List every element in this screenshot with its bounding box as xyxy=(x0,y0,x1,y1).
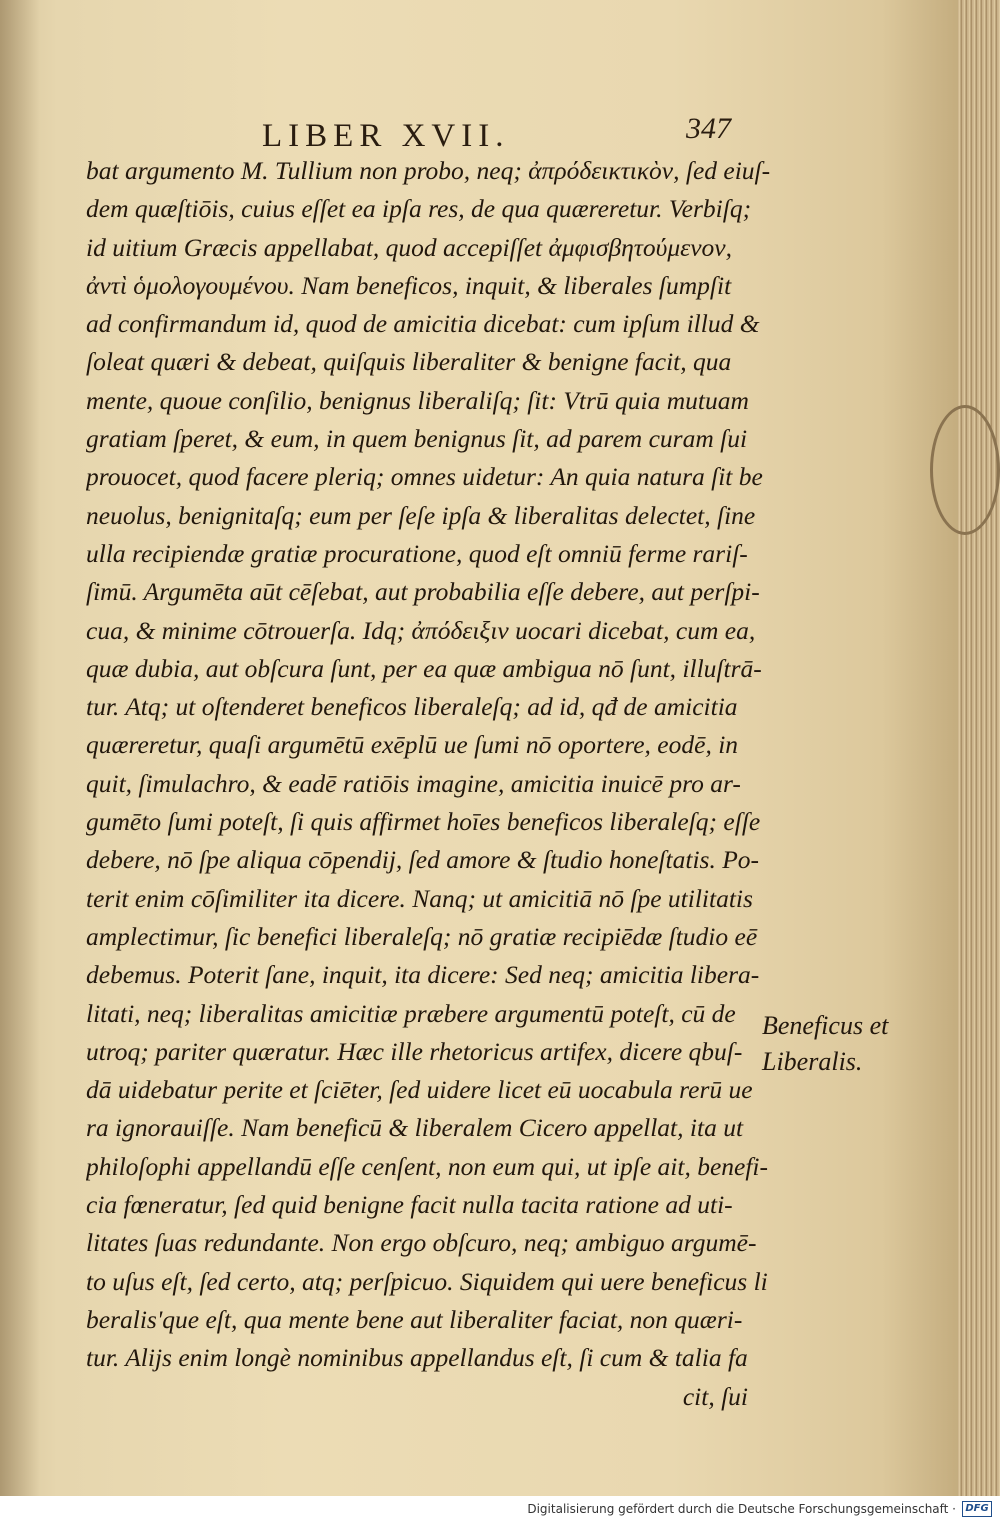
text-line: gumēto ſumi poteſt, ſi quis affirmet hoīes beneficos liberaleſq; eſſe xyxy=(86,807,761,837)
margin-note-line: Liberalis. xyxy=(762,1047,863,1076)
text-line: debere, nō ſpe aliqua cōpendij, ſed amore & ſtudio honeſtatis. Po- xyxy=(86,845,760,875)
text-line: ad confirmandum id, quod de amicitia dicebat: cum ipſum illud & xyxy=(86,309,760,339)
digitization-footer xyxy=(0,1496,1000,1523)
margin-note-line: Beneficus et xyxy=(762,1011,889,1040)
text-line: quæreretur, quaſi argumētū exēplū ue ſumi nō oportere, eodē, in xyxy=(86,730,739,760)
text-line: litati, neq; liberalitas amicitiæ præbere argumentū poteſt, cū de xyxy=(86,998,736,1028)
text-line: beralis'que eſt, qua mente bene aut liberaliter faciat, non quæri- xyxy=(86,1304,743,1334)
text-line: ulla recipiendæ gratiæ procuratione, quod eſt omniū ferme rariſ- xyxy=(86,538,748,568)
text-line: quit, ſimulachro, & eadē ratiōis imagine, amicitia inuicē pro ar- xyxy=(86,768,741,798)
text-line: utroq; pariter quæratur. Hæc ille rhetoricus artifex, dicere qbuſ- xyxy=(86,1036,743,1066)
running-title: LIBER XVII. xyxy=(262,118,510,154)
text-line: neuolus, benignitaſq; eum per ſeſe ipſa & liberalitas delectet, ſine xyxy=(86,500,756,530)
text-line: bat argumento M. Tullium non probo, neq; ἀπρόδεικτικὸν, ſed eiuſ- xyxy=(86,156,771,185)
text-line: tur. Atq; ut oſtenderet beneficos liberaleſq; ad id, qđ de amicitia xyxy=(86,692,738,722)
gutter-shadow xyxy=(0,0,40,1496)
page-edges xyxy=(958,0,1000,1496)
text-line: tur. Alijs enim longè nominibus appellandus eſt, ſi cum & talia fa xyxy=(86,1343,748,1373)
main-text-block xyxy=(86,152,776,1416)
text-line: ſimū. Argumēta aūt cēſebat, aut probabilia eſſe debere, aut perſpi- xyxy=(86,577,760,607)
catchword: cit, ſui xyxy=(682,1381,748,1411)
text-line: cia fœneratur, ſed quid benigne facit nulla tacita ratione ad uti- xyxy=(86,1190,733,1220)
dfg-logo: DFG xyxy=(962,1501,992,1517)
text-line: dā uidebatur perite et ſciēter, ſed uidere licet eū uocabula rerū ue xyxy=(86,1075,753,1105)
binding-ring xyxy=(930,405,1000,535)
text-line: to uſus eſt, ſed certo, atq; perſpicuo. Siquidem qui uere beneficus li xyxy=(86,1266,768,1296)
text-line: ſoleat quæri & debeat, quiſquis liberaliter & benigne facit, qua xyxy=(86,347,732,377)
text-line: gratiam ſperet, & eum, in quem benignus ſit, ad parem curam ſui xyxy=(86,424,748,454)
margin-note xyxy=(762,1008,942,1080)
text-line: litates ſuas redundante. Non ergo obſcuro, neq; ambiguo argumē- xyxy=(86,1228,757,1258)
folio-number: 347 xyxy=(686,112,731,145)
text-line: terit enim cōſimiliter ita dicere. Nanq; ut amicitiā nō ſpe utilitatis xyxy=(86,883,753,913)
text-line: dem quæſtiōis, cuius eſſet ea ipſa res, de qua quæreretur. Verbiſq; xyxy=(86,194,752,224)
text-line: mente, quoue conſilio, benignus liberaliſq; ſit: Vtrū quia mutuam xyxy=(86,385,749,415)
text-line: id uitium Græcis appellabat, quod accepiſſet ἀμφισβητούμενον, xyxy=(86,232,732,262)
footer-credit: Digitalisierung gefördert durch die Deutsche Forschungsgemeinschaft · xyxy=(527,1502,956,1516)
text-line: ἀντὶ ὁμολογουμένου. Nam beneficos, inquit, & liberales ſumpſit xyxy=(86,270,732,300)
text-line: philoſophi appellandū eſſe cenſent, non eum qui, ut ipſe ait, benefi- xyxy=(86,1151,768,1181)
text-line: ra ignorauiſſe. Nam beneficū & liberalem Cicero appellat, ita ut xyxy=(86,1113,744,1143)
text-line: quæ dubia, aut obſcura ſunt, per ea quæ ambigua nō ſunt, illuſtrā- xyxy=(86,653,762,683)
text-line: cua, & minime cōtrouerſa. Idq; ἀπόδειξιν uocari dicebat, cum ea, xyxy=(86,615,756,645)
text-line: amplectimur, ſic benefici liberaleſq; nō gratiæ recipiēdæ ſtudio eē xyxy=(86,921,758,951)
text-line: prouocet, quod facere pleriq; omnes uidetur: An quia natura ſit be xyxy=(86,462,763,492)
text-line: debemus. Poterit ſane, inquit, ita dicere: Sed neq; amicitia libera- xyxy=(86,960,760,990)
